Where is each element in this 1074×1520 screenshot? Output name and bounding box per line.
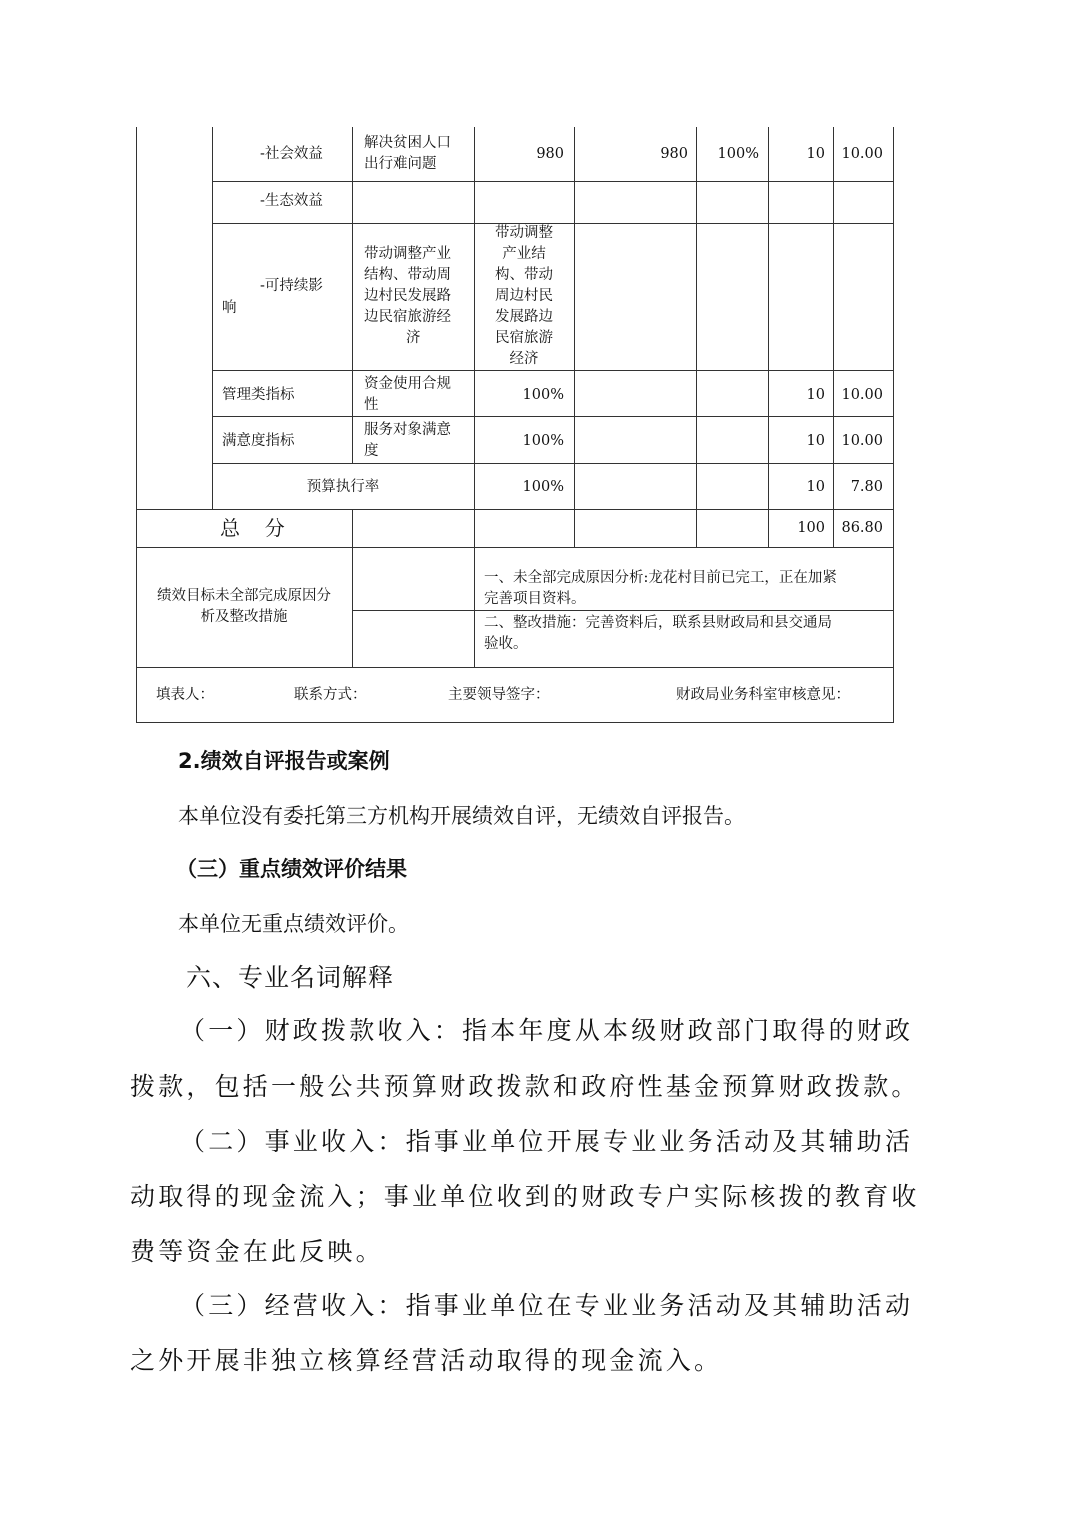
satisfaction-score: 10.00 xyxy=(841,433,883,449)
sustain-target-line: 周边村民 xyxy=(495,288,553,304)
reason-label xyxy=(136,586,352,628)
definition-3-term: （三）经营收入： xyxy=(180,1291,406,1320)
social-benefit-weight: 10 xyxy=(806,146,825,162)
management-content-line2: 性 xyxy=(364,397,379,413)
satisfaction-target: 100% xyxy=(522,433,564,449)
definition-2-line1: 指事业单位开展专业业务活动及其辅助活 xyxy=(405,1127,914,1156)
definition-2-line3: 费等资金在此反映。 xyxy=(130,1237,384,1266)
social-benefit-score: 10.00 xyxy=(841,146,883,162)
rectification-line1: 二、整改措施：完善资料后，联系县财政局和县交通局 xyxy=(484,615,832,631)
sustain-impact-label-line1: -可持续影 xyxy=(260,278,323,294)
contact-label: 联系方式： xyxy=(294,687,367,703)
definition-2 xyxy=(180,1122,913,1158)
sustain-content-line: 带动调整产业 xyxy=(364,246,451,262)
sustain-target-line: 经济 xyxy=(509,351,539,367)
definition-3 xyxy=(180,1286,913,1322)
sustain-content-line: 济 xyxy=(406,330,421,346)
social-benefit-target: 980 xyxy=(536,146,564,162)
section-3-title: （三）重点绩效评价结果 xyxy=(176,857,407,881)
budget-execution-target: 100% xyxy=(522,479,564,495)
sustain-impact-label-line2: 响 xyxy=(222,300,237,316)
social-benefit-rate: 100% xyxy=(717,146,759,162)
definition-1-line2: 拨款，包括一般公共预算财政拨款和政府性基金预算财政拨款。 xyxy=(130,1072,920,1101)
budget-execution-label: 预算执行率 xyxy=(306,479,380,495)
total-score-label: 总 分 xyxy=(220,516,289,540)
social-benefit-actual: 980 xyxy=(660,146,688,162)
reason-label-line1: 绩效目标未全部完成原因分 xyxy=(157,588,331,604)
reason-analysis xyxy=(484,568,837,610)
total-weight: 100 xyxy=(797,520,825,536)
sustain-target-line: 带动调整 xyxy=(495,225,553,241)
definition-1 xyxy=(180,1011,913,1047)
leader-signature-label: 主要领导签字： xyxy=(448,687,550,703)
management-weight: 10 xyxy=(806,387,825,403)
satisfaction-content-line2: 度 xyxy=(364,443,379,459)
definition-2-line2: 动取得的现金流入；事业单位收到的财政专户实际核拨的教育收 xyxy=(130,1182,920,1211)
sustain-target-line: 民宿旅游 xyxy=(495,330,553,346)
sustain-content-line: 边民宿旅游经 xyxy=(364,309,451,325)
reason-label-line2: 析及整改措施 xyxy=(200,609,288,625)
section-2-text: 本单位没有委托第三方机构开展绩效自评，无绩效自评报告。 xyxy=(178,804,745,828)
satisfaction-weight: 10 xyxy=(806,433,825,449)
satisfaction-content-line1: 服务对象满意 xyxy=(364,422,451,438)
budget-execution-score: 7.80 xyxy=(850,479,883,495)
satisfaction-indicator-label: 满意度指标 xyxy=(222,433,295,449)
management-content-line1: 资金使用合规 xyxy=(364,376,451,392)
rectification-measures xyxy=(484,613,832,655)
sustain-target-line: 构、带动 xyxy=(495,267,553,283)
management-target: 100% xyxy=(522,387,564,403)
sustain-content-line: 边村民发展路 xyxy=(364,288,451,304)
social-benefit-content-line2: 出行难问题 xyxy=(364,156,437,172)
reason-analysis-line2: 完善项目资料。 xyxy=(484,591,586,607)
ecology-benefit-label: -生态效益 xyxy=(260,193,323,209)
definition-1-line1: 指本年度从本级财政部门取得的财政 xyxy=(462,1016,914,1045)
social-benefit-content-line1: 解决贫困人口 xyxy=(364,135,451,151)
rectification-line2: 验收。 xyxy=(484,636,528,652)
social-benefit-label: -社会效益 xyxy=(260,146,323,162)
filler-label: 填表人： xyxy=(156,687,214,703)
definition-3-line1: 指事业单位在专业业务活动及其辅助活动 xyxy=(405,1291,914,1320)
performance-table xyxy=(136,127,894,723)
finance-review-label: 财政局业务科室审核意见： xyxy=(676,687,850,703)
section-3-text: 本单位无重点绩效评价。 xyxy=(178,912,409,936)
definition-1-term: （一）财政拨款收入： xyxy=(180,1016,463,1045)
definition-3-line2: 之外开展非独立核算经营活动取得的现金流入。 xyxy=(130,1346,723,1375)
section-6-title: 六、专业名词解释 xyxy=(186,963,395,992)
reason-analysis-line1: 一、未全部完成原因分析:龙花村目前已完工，正在加紧 xyxy=(484,570,837,586)
budget-execution-weight: 10 xyxy=(806,479,825,495)
sustain-target-line: 发展路边 xyxy=(495,309,553,325)
section-2-title: 2.绩效自评报告或案例 xyxy=(178,749,390,773)
definition-2-term: （二）事业收入： xyxy=(180,1127,406,1156)
management-indicator-label: 管理类指标 xyxy=(222,387,295,403)
sustain-impact-target xyxy=(474,223,574,370)
sustain-impact-content xyxy=(364,244,451,349)
total-score: 86.80 xyxy=(841,520,883,536)
sustain-target-line: 产业结 xyxy=(502,246,546,262)
management-score: 10.00 xyxy=(841,387,883,403)
sustain-content-line: 结构、带动周 xyxy=(364,267,451,283)
